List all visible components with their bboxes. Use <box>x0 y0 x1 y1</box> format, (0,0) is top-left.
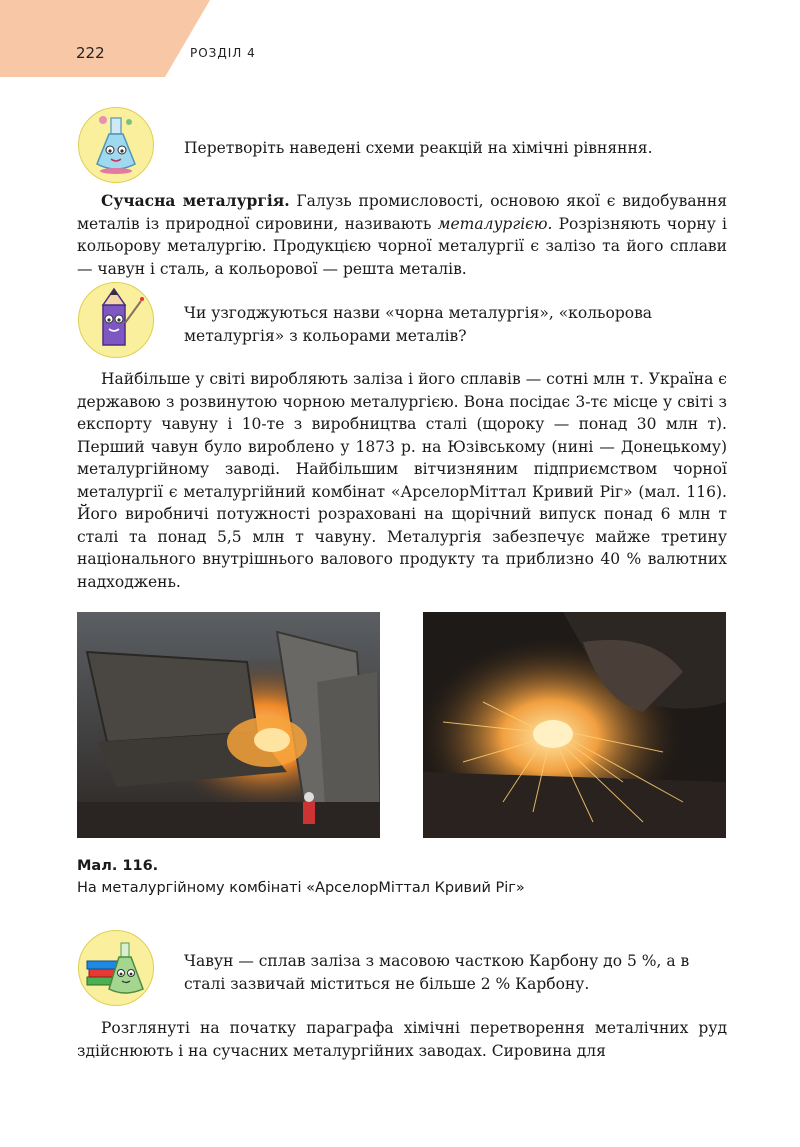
page-corner-decoration <box>0 0 210 77</box>
page-number: 222 <box>76 44 105 62</box>
callout-task-text: Перетворіть наведені схеми реакцій на хімічні рівняння. <box>184 139 653 157</box>
paragraph-text: Найбільше у світі виробляють заліза і його сплавів — сотні млн т. Україна є державою з розвинутою чорною металургією. Вона посідає 3-тє місце у світі з експорту чавуну і 10-те з виробництва сталі (щороку — понад 30 млн т). Перший чавун було вироблено у 1873 р. на Юзівському (нині — Донецькому) металургійному заводі. Найбільшим вітчизняним підприємством чорної металургії є металургійний комбінат «АрселорМіттал Кривий Ріг» (мал. 116). Його виробничі потужності розраховані на щорічний випуск понад 6 млн т сталі та понад 5,5 млн т чавуну. Металургія забезпечує майже третину національного внутрішнього валового продукту та приблизно 40 % валютних надходжень. <box>77 370 727 591</box>
paragraph-text: Розрізняють чорну і кольорову металургію. Продукцією чорної металургії є залізо та його сплави — чавун і сталь, а кольорової — решта металів. <box>77 214 728 278</box>
books-flask-mascot-icon <box>78 930 154 1006</box>
callout-question-text: Чи узгоджуються назви «чорна металургія», «кольорова металургія» з кольорами металів? <box>184 304 653 345</box>
paragraph-metallurgy <box>77 190 727 280</box>
photo-ladle-pouring <box>77 612 380 838</box>
term-modern-metallurgy: Сучасна металургія. <box>101 191 290 210</box>
paragraph-text: Галузь промисловості, основою якої є видобування металів із природної сировини, називають <box>77 192 728 233</box>
paragraph-ukraine-metallurgy <box>77 368 727 593</box>
flask-mascot-icon <box>78 107 154 183</box>
pencil-mascot-icon <box>78 282 154 358</box>
photo-sparks-casting <box>423 612 726 838</box>
section-label: РОЗДІЛ 4 <box>190 46 256 60</box>
callout-fact-text: Чавун — сплав заліза з масовою часткою Карбону до 5 %, а в сталі зазвичай міститься не більше 2 % Карбону. <box>184 952 690 993</box>
figure-title: Мал. 116. <box>77 858 159 874</box>
term-metallurgy: металургією. <box>437 214 553 233</box>
figure-caption: На металургійному комбінаті «АрселорМіттал Кривий Ріг» <box>77 880 525 896</box>
paragraph-ore-conversion <box>77 1017 727 1062</box>
paragraph-text: Розглянуті на початку параграфа хімічні перетворення металічних руд здійснюють і на сучасних металургійних заводах. Сировина для <box>77 1019 727 1060</box>
